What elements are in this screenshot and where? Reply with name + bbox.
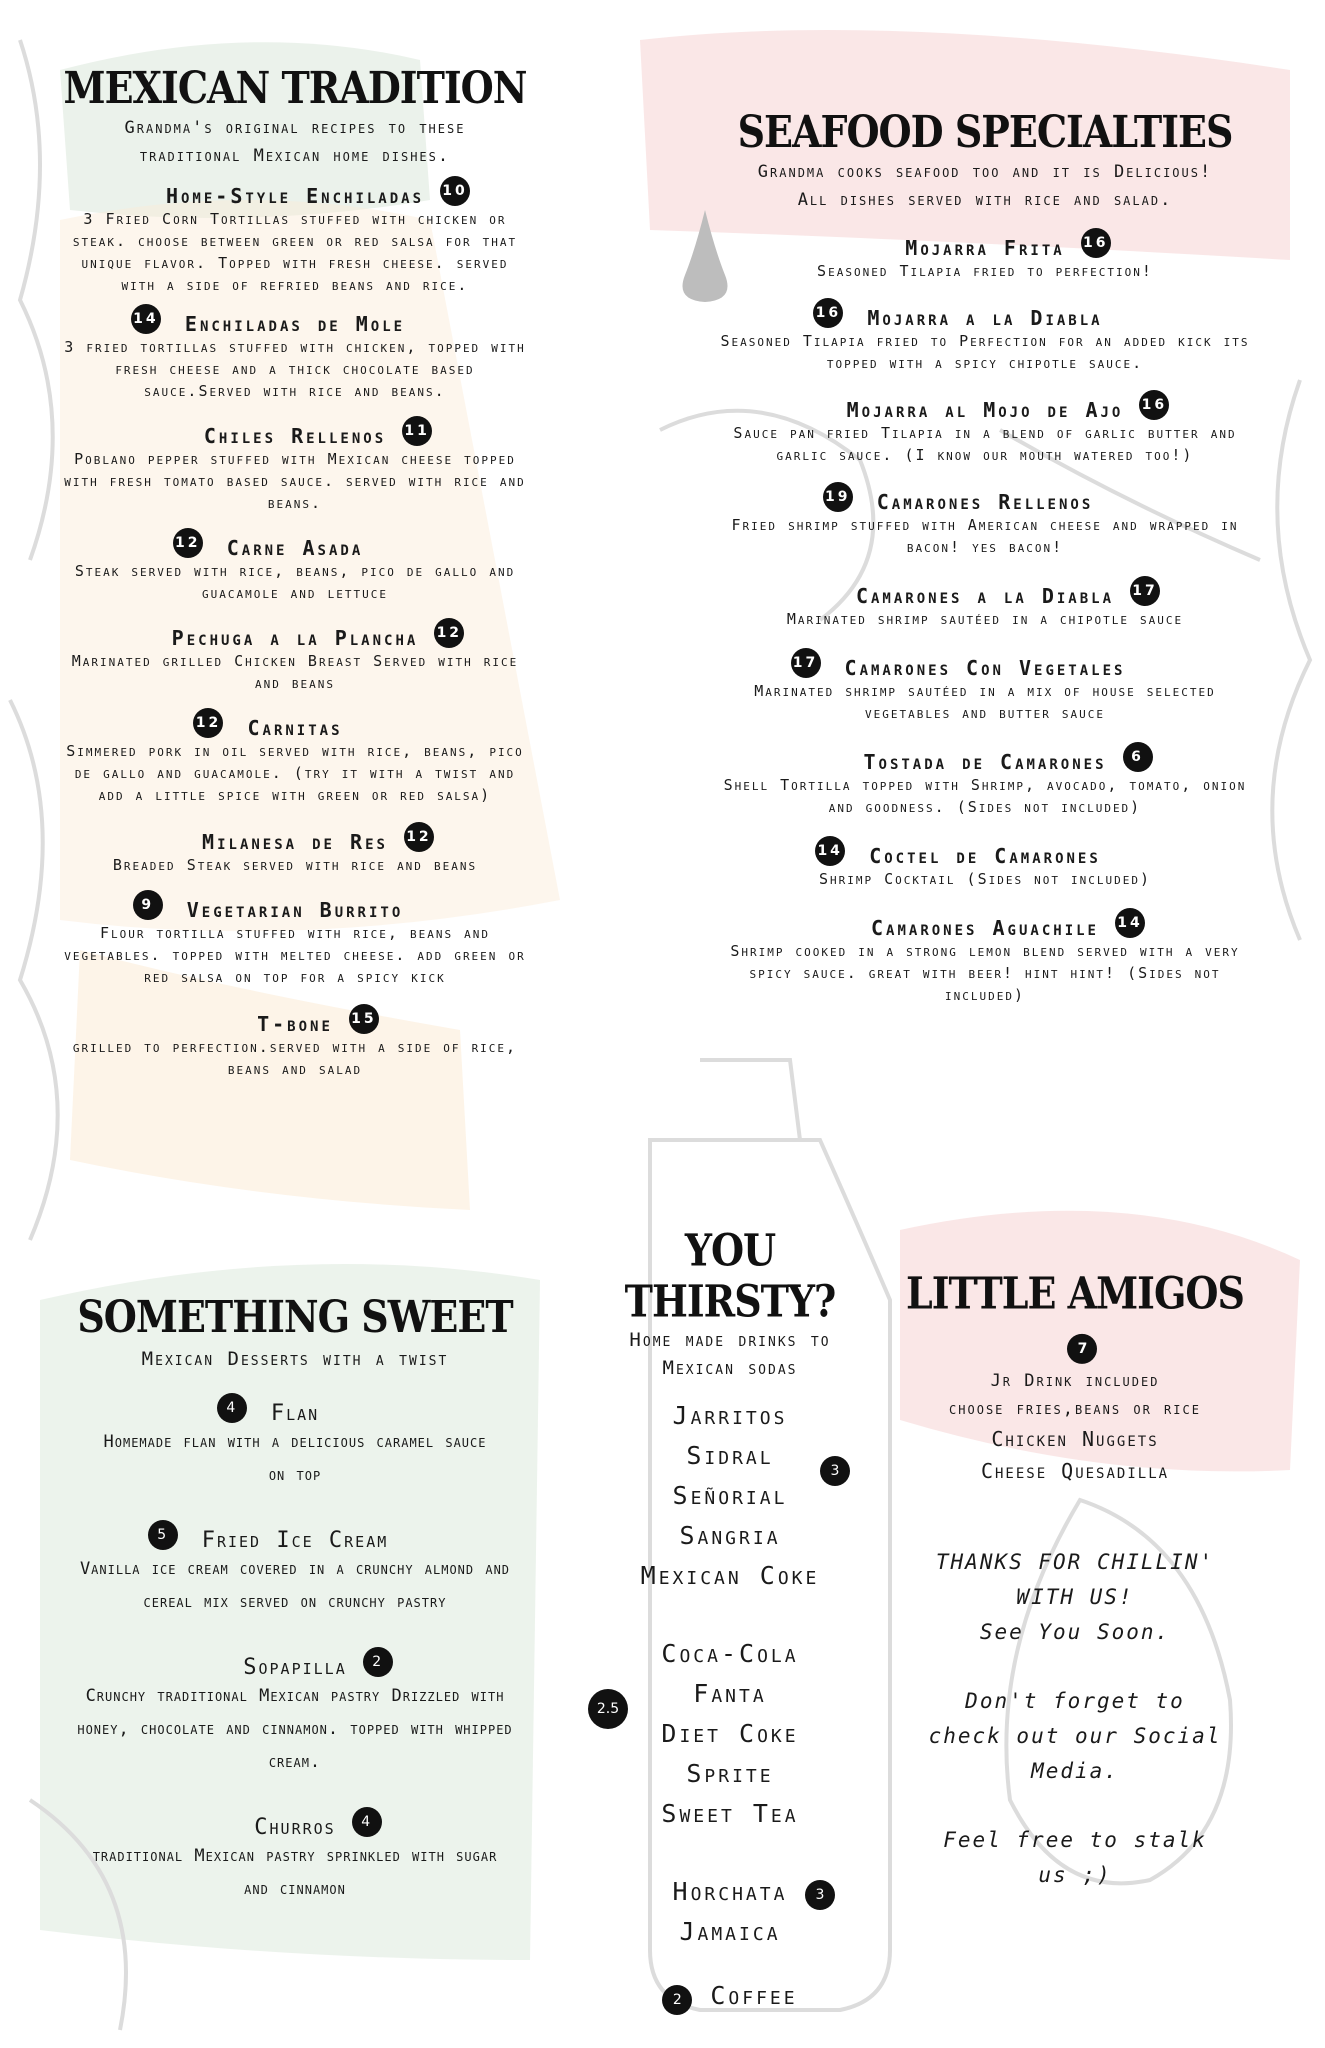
drink-coffee <box>580 1976 880 2016</box>
section-title: MEXICAN TRADITION <box>63 61 527 114</box>
thanks-line: check out our Social <box>928 1724 1222 1748</box>
drink-item: Sprite <box>686 1759 774 1788</box>
menu-item <box>700 844 1270 890</box>
item-description: Steak served with rice, beans, pico de gallo and guacamole and lettuce <box>74 562 516 602</box>
item-name: T-bone 15 <box>257 1012 333 1036</box>
menu-item <box>700 584 1270 630</box>
price-badge: 16 <box>1081 228 1111 258</box>
menu-item <box>700 916 1270 1006</box>
item-name: Mojarra al Mojo de Ajo 16 <box>847 398 1124 422</box>
menu-item <box>50 1528 540 1619</box>
section-subtitle: Home made drinks to <box>629 1329 831 1351</box>
item-name: 12 Carnitas <box>247 716 342 740</box>
section-title: YOU THIRSTY? <box>624 1224 836 1327</box>
drink-item: Jarritos <box>672 1401 788 1430</box>
price-badge: 12 <box>434 618 464 648</box>
item-name: Camarones Aguachile 14 <box>871 916 1099 940</box>
menu-item <box>700 398 1270 466</box>
price-badge: 2 <box>662 1985 692 2015</box>
section-title: SOMETHING SWEET <box>77 1290 513 1343</box>
item-description: Sauce pan fried Tilapia in a blend of garlic butter and garlic sauce. (I know our mouth watered too!) <box>733 424 1237 464</box>
kids-side: choose fries,beans or rice <box>949 1399 1201 1419</box>
item-name: 16 Mojarra a la Diabla <box>867 306 1102 330</box>
item-name: Mojarra Frita 16 <box>905 236 1064 260</box>
drink-group-3 <box>580 1872 880 1952</box>
thanks-line: THANKS FOR CHILLIN' <box>935 1550 1215 1574</box>
item-description: grilled to perfection.served with a side of rice, beans and salad <box>72 1038 518 1078</box>
kids-drink: Jr Drink included <box>990 1371 1160 1391</box>
kids-option: Cheese Quesadilla <box>980 1459 1170 1483</box>
thanks-line: Media. <box>1031 1759 1119 1783</box>
menu-item <box>700 306 1270 374</box>
price-badge: 3 <box>805 1880 835 1910</box>
drink-item: Mexican Coke <box>640 1561 820 1590</box>
price-badge: 4 <box>352 1807 382 1837</box>
thanks-line: See You Soon. <box>979 1620 1171 1644</box>
thanks-line: us ;) <box>1038 1863 1112 1887</box>
price-badge: 10 <box>440 176 470 206</box>
price-badge: 16 <box>1139 390 1169 420</box>
section-subtitle: Mexican sodas <box>662 1357 798 1379</box>
price-badge: 16 <box>813 298 843 328</box>
item-name: Churros 4 <box>254 1815 335 1840</box>
price-badge: 19 <box>823 482 853 512</box>
item-name: 14 Enchiladas de Mole <box>185 312 405 336</box>
something-sweet-section <box>50 1290 540 1906</box>
section-subtitle: Grandma's original recipes to these <box>124 118 466 138</box>
thanks-note <box>900 1545 1250 1893</box>
menu-item <box>700 750 1270 818</box>
item-description: Poblano pepper stuffed with Mexican cheese topped with fresh tomato based sauce. served with rice and beans. <box>64 450 526 512</box>
item-description: Shrimp Cocktail (Sides not included) <box>818 870 1152 888</box>
thanks-line: Don't forget to <box>965 1689 1185 1713</box>
drink-item: Diet Coke <box>661 1719 799 1748</box>
item-name: 9 Vegetarian Burrito <box>187 898 404 922</box>
item-description: Vanilla ice cream covered in a crunchy almond and cereal mix served on crunchy pastry <box>79 1559 511 1612</box>
drink-item: Señorial <box>672 1481 788 1510</box>
item-description: Shrimp cooked in a strong lemon blend served with a very spicy sauce. great with beer! hint hint! (Sides not included) <box>730 942 1240 1004</box>
drink-item: Sangria <box>679 1521 781 1550</box>
section-subtitle: All dishes served with rice and salad. <box>797 190 1173 210</box>
item-description: Shell Tortilla topped with Shrimp, avocado, tomato, onion and goodness. (Sides not included) <box>723 776 1247 816</box>
item-name: Sopapilla 2 <box>243 1655 347 1680</box>
thanks-line: Feel free to stalk <box>943 1828 1207 1852</box>
price-badge: 14 <box>1115 908 1145 938</box>
item-name: Home-Style Enchiladas 10 <box>166 184 424 208</box>
price-badge: 9 <box>133 890 163 920</box>
item-description: 3 fried tortillas stuffed with chicken, topped with fresh cheese and a thick chocolate based sauce.Served with rice and beans. <box>64 338 526 400</box>
drink-item: Fanta <box>693 1679 767 1708</box>
drink-item: Sweet Tea <box>661 1799 799 1828</box>
section-title: SEAFOOD SPECIALTIES <box>737 105 1233 158</box>
item-name: 19 Camarones Rellenos <box>877 490 1094 514</box>
item-description: Seasoned Tilapia fried to perfection! <box>817 262 1153 280</box>
item-description: traditional Mexican pastry sprinkled with sugar and cinnamon <box>92 1846 498 1899</box>
menu-item <box>60 184 530 296</box>
price-badge: 2 <box>363 1647 393 1677</box>
item-description: Marinated shrimp sautéed in a mix of house selected vegetables and butter sauce <box>754 682 1216 722</box>
kids-option: Chicken Nuggets <box>991 1427 1159 1451</box>
menu-item <box>50 1655 540 1779</box>
item-name: Milanesa de Res 12 <box>202 830 388 854</box>
item-description: Crunchy traditional Mexican pastry Drizzled with honey, chocolate and cinnamon. topped with whipped cream. <box>77 1686 513 1772</box>
item-description: Fried shrimp stuffed with American cheese and wrapped in bacon! yes bacon! <box>731 516 1239 556</box>
price-badge: 17 <box>1130 576 1160 606</box>
price-badge: 15 <box>349 1004 379 1034</box>
item-name: 5 Fried Ice Cream <box>202 1528 389 1553</box>
mexican-tradition-section <box>60 61 530 1080</box>
little-amigos-section <box>900 1267 1250 1487</box>
item-description: Homemade flan with a delicious caramel sauce on top <box>103 1432 487 1485</box>
menu-item <box>60 716 530 806</box>
menu-item <box>60 626 530 694</box>
item-name: Tostada de Camarones 6 <box>863 750 1106 774</box>
item-description: Flour tortilla stuffed with rice, beans and vegetables. topped with melted cheese. add green or red salsa on top for a spicy kick <box>64 924 526 986</box>
price-badge: 14 <box>131 304 161 334</box>
menu-item <box>60 830 530 876</box>
drinks-section <box>580 1224 880 2016</box>
price-badge: 7 <box>1067 1333 1097 1363</box>
menu-item <box>60 898 530 988</box>
drink-item: Jamaica <box>679 1917 781 1946</box>
price-badge: 12 <box>193 708 223 738</box>
section-subtitle: Grandma cooks seafood too and it is Delicious! <box>757 162 1213 182</box>
item-description: Simmered pork in oil served with rice, beans, pico de gallo and guacamole. (try it with a twist and add a little spice with green or red salsa) <box>66 742 524 804</box>
item-description: Marinated shrimp sautéed in a chipotle sauce <box>786 610 1184 628</box>
drink-group-2 <box>580 1634 880 1834</box>
price-badge: 2.5 <box>588 1689 628 1729</box>
item-description: 3 Fried Corn Tortillas stuffed with chicken or steak. choose between green or red salsa for that unique flavor. Topped with fresh cheese. served with a side of refried beans and rice. <box>72 210 518 294</box>
item-name: Chiles Rellenos 11 <box>204 424 386 448</box>
section-title: LITTLE AMIGOS 7 <box>900 1268 1250 1369</box>
drink-group-1 <box>580 1396 880 1596</box>
price-badge: 5 <box>148 1520 178 1550</box>
price-badge: 4 <box>217 1393 247 1423</box>
item-name: 12 Carne Asada <box>227 536 364 560</box>
item-description: Seasoned Tilapia fried to Perfection for an added kick its topped with a spicy chipotle sauce. <box>720 332 1250 372</box>
menu-item <box>50 1815 540 1906</box>
drink-item: Coca-Cola <box>661 1639 799 1668</box>
item-description: Breaded Steak served with rice and beans <box>112 856 478 874</box>
menu-item <box>50 1401 540 1492</box>
item-name: Camarones a la Diabla 17 <box>856 584 1114 608</box>
price-badge: 11 <box>402 416 432 446</box>
menu-item <box>60 536 530 604</box>
section-subtitle: Mexican Desserts with a twist <box>141 1348 449 1370</box>
menu-item <box>60 424 530 514</box>
menu-item <box>60 1012 530 1080</box>
menu-item <box>60 312 530 402</box>
price-badge: 12 <box>404 822 434 852</box>
item-name: 14 Coctel de Camarones <box>869 844 1101 868</box>
menu-item <box>700 236 1270 282</box>
price-badge: 14 <box>815 836 845 866</box>
price-badge: 17 <box>791 648 821 678</box>
menu-item <box>700 490 1270 558</box>
item-name: 4 Flan <box>271 1401 319 1426</box>
seafood-section <box>700 105 1270 1006</box>
drink-item: Coffee <box>710 1981 798 2010</box>
menu-item <box>700 656 1270 724</box>
price-badge: 6 <box>1123 742 1153 772</box>
item-name: Pechuga a la Plancha 12 <box>172 626 419 650</box>
drink-item: Sidral <box>686 1441 774 1470</box>
thanks-line: WITH US! <box>1016 1585 1134 1609</box>
drink-item: Horchata <box>672 1877 788 1906</box>
price-badge: 3 <box>820 1456 850 1486</box>
price-badge: 12 <box>173 528 203 558</box>
item-description: Marinated grilled Chicken Breast Served with rice and beans <box>71 652 519 692</box>
item-name: 17 Camarones Con Vegetales <box>845 656 1126 680</box>
section-subtitle: traditional Mexican home dishes. <box>139 146 451 166</box>
